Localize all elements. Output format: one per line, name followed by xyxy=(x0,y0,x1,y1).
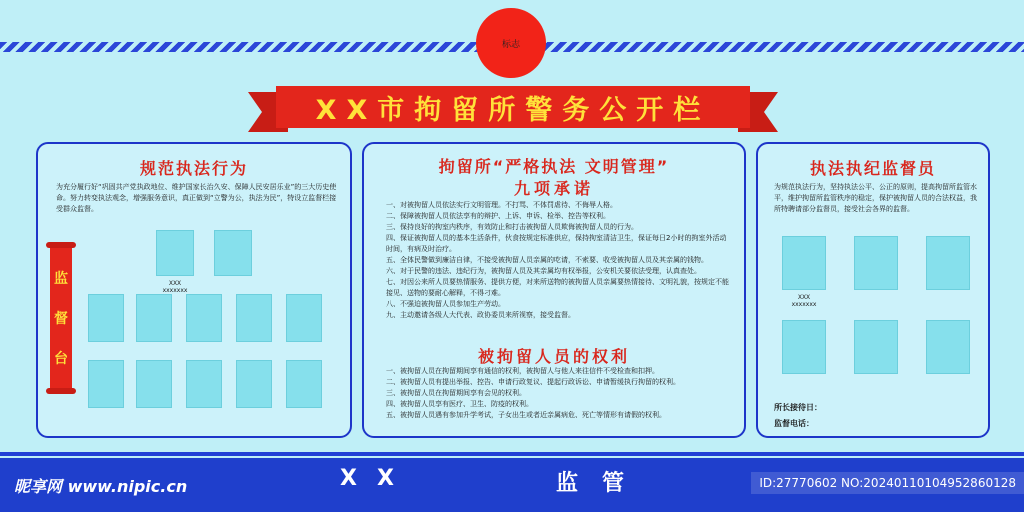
watermark-logo: 昵享网 www.nipic.cn xyxy=(14,477,188,496)
footer-right-text: 监管 xyxy=(556,471,649,496)
scroll-body xyxy=(50,248,72,388)
footer-bar xyxy=(0,458,1024,512)
caption-name: XXX xyxy=(797,294,811,301)
panel-promises xyxy=(362,142,746,438)
supervision-scroll xyxy=(46,242,76,394)
photo-slot xyxy=(782,236,826,290)
panel-right-intro: 为规范执法行为，坚持执法公平、公正的原则，提高拘留所监管水平，维护拘留所监管秩序的稳定，保护被拘留人员的合法权益，我所特聘请部分监督员，接受社会各界的监督。 xyxy=(774,183,977,213)
photo-caption xyxy=(782,294,826,308)
title-banner xyxy=(248,82,778,134)
panel-middle-title: 拘留所“严格执法 文明管理” xyxy=(438,157,670,176)
emblem-label: 标志 xyxy=(501,39,520,50)
right-item: 四、被拘留人员享有医疗、卫生、防疫的权利。 xyxy=(386,400,533,408)
photo-slot xyxy=(286,294,322,342)
caption-name: XXX xyxy=(168,280,182,287)
photo-slot xyxy=(156,230,194,276)
panel-right-title: 执法执纪监督员 xyxy=(809,159,936,178)
promise-item: 四、保证被拘留人员的基本生活条件，伙食按规定标准供应，保持拘室清洁卫生，保证每日2小时的拘室外活动时间，有病及时治疗。 xyxy=(386,234,727,253)
panel-middle-subtitle: 九项承诺 xyxy=(513,179,594,198)
promise-item: 五、全体民警做到廉洁自律，不接受被拘留人员亲属的吃请，不索要、收受被拘留人员及其亲属的钱物。 xyxy=(386,256,708,264)
panel-left-intro: 为充分履行好“巩固共产党执政地位、维护国家长治久安、保障人民安居乐业”的三大历史使命。努力转变执法观念，增强服务意识，真正做到“立警为公，执法为民”，特设立监督栏接受群众监督。 xyxy=(56,183,337,213)
right-item: 一、被拘留人员在拘留期间享有通信的权利，被拘留人与他人来往信件不受检查和扣押。 xyxy=(386,367,659,375)
promise-item: 二、保障被拘留人员依法享有的辩护、上诉、申诉、检举、控告等权利。 xyxy=(386,212,610,220)
right-item: 二、被拘留人员有提出举报、控告、申请行政复议、提起行政诉讼、申请暂缓执行拘留的权利。 xyxy=(386,378,680,386)
promise-item: 六、对于民警的违法、违纪行为，被拘留人员及其亲属均有权举报，公安机关要依法受理，认真查处。 xyxy=(386,267,701,275)
right-item: 五、被拘留人员遇有参加升学考试，子女出生或者近亲属病危、死亡等情形有请假的权利。 xyxy=(386,411,666,419)
rights-title: 被拘留人员的权利 xyxy=(477,347,630,366)
scroll-char: 监 xyxy=(54,271,68,287)
photo-slot xyxy=(214,230,252,276)
supervision-phone-label: 监督电话： xyxy=(774,419,814,428)
promise-item: 八、不强迫被拘留人员参加生产劳动。 xyxy=(386,300,505,308)
promise-item: 一、对被拘留人员依法实行文明管理。不打骂、不体罚虐待、不侮辱人格。 xyxy=(386,201,617,209)
rights-list xyxy=(386,366,730,421)
caption-sub: xxxxxxx xyxy=(791,301,817,308)
scroll-rod-bottom xyxy=(46,388,76,394)
photo-slot xyxy=(286,360,322,408)
panel-supervisors xyxy=(756,142,990,438)
scroll-char: 台 xyxy=(54,351,68,367)
photo-slot xyxy=(236,294,272,342)
promise-item: 七、对因公来所人员要热情服务、提供方便，对来所送物的被拘留人员亲属要热情接待、文明礼貌，按规定不能接见、送物的要耐心解释，不得刁难。 xyxy=(386,278,729,297)
panel-left-title: 规范执法行为 xyxy=(139,159,248,178)
photo-slot xyxy=(926,236,970,290)
banner-body xyxy=(276,86,750,128)
photo-slot xyxy=(88,294,124,342)
photo-slot xyxy=(236,360,272,408)
photo-slot xyxy=(854,320,898,374)
promise-list xyxy=(386,200,730,321)
scroll-char: 督 xyxy=(54,311,68,327)
photo-slot xyxy=(88,360,124,408)
footer-left-text: XX xyxy=(340,466,414,491)
caption-sub: xxxxxxx xyxy=(162,287,188,294)
photo-caption xyxy=(156,280,194,294)
photo-slot xyxy=(854,236,898,290)
photo-slot xyxy=(186,294,222,342)
promise-item: 三、保持良好的拘室内秩序，有效防止和打击被拘留人员欺侮被拘留人员的行为。 xyxy=(386,223,638,231)
reception-day-label: 所长接待日： xyxy=(774,403,822,412)
footer-divider xyxy=(0,452,1024,456)
right-item: 三、被拘留人员在拘留期间享有会见的权利。 xyxy=(386,389,526,397)
emblem-badge xyxy=(476,8,546,78)
panel-law-enforcement xyxy=(36,142,352,438)
photo-slot xyxy=(186,360,222,408)
page-title: XX市拘留所警务公开栏 xyxy=(315,94,711,126)
photo-slot xyxy=(136,360,172,408)
photo-slot xyxy=(782,320,826,374)
promise-item: 九、主动邀请各级人大代表、政协委员来所视察，接受监督。 xyxy=(386,311,575,319)
photo-slot xyxy=(136,294,172,342)
watermark-id: ID:27770602 NO:20240110104952860128 xyxy=(751,472,1024,494)
photo-slot xyxy=(926,320,970,374)
